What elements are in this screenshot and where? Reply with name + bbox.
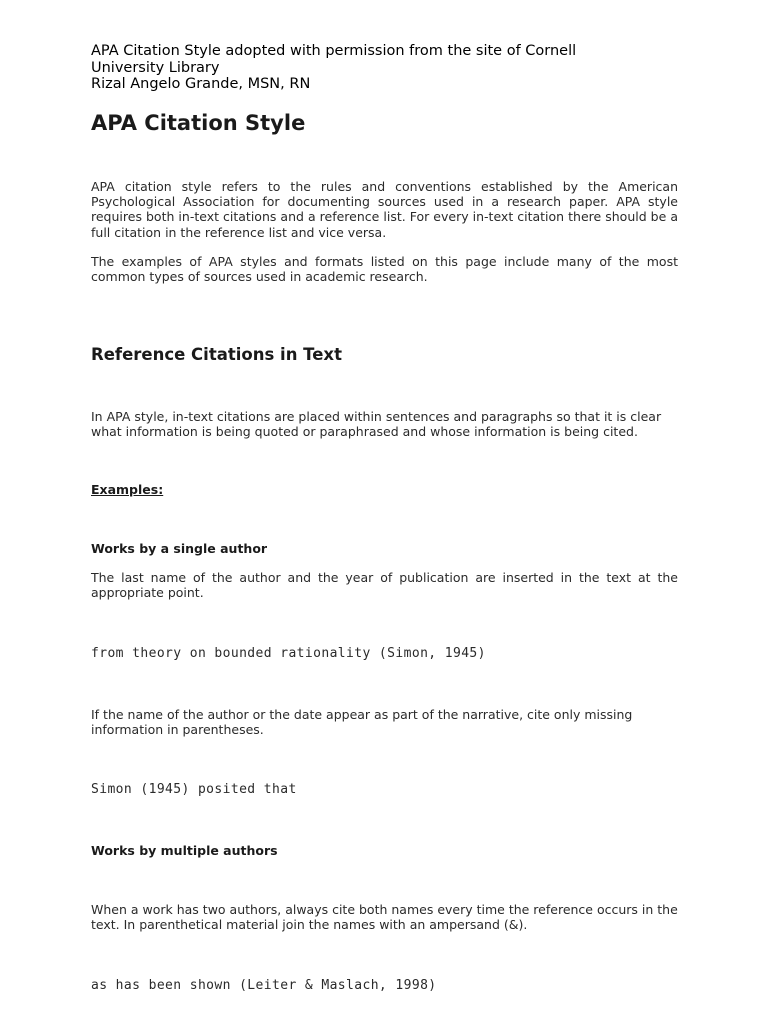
single-author-paragraph-1: The last name of the author and the year of publication are inserted in the text at the appropriate point.: [91, 570, 678, 601]
multiple-authors-example-1: as has been shown (Leiter & Maslach, 1998): [91, 978, 437, 993]
section-paragraph: In APA style, in-text citations are placed within sentences and paragraphs so that it is clear what information is being quoted or paraphrased and whose information is being cited.: [91, 409, 662, 440]
intro-paragraph-2: The examples of APA styles and formats listed on this page include many of the most common types of sources used in academic research.: [91, 254, 678, 285]
section-heading: Reference Citations in Text: [91, 345, 342, 364]
attribution-line-2: University Library: [91, 59, 220, 76]
multiple-authors-paragraph-1: When a work has two authors, always cite both names every time the reference occurs in the text. In parenthetical material join the names with an ampersand (&).: [91, 902, 678, 933]
multiple-authors-heading: Works by multiple authors: [91, 843, 278, 858]
attribution-line-3: Rizal Angelo Grande, MSN, RN: [91, 76, 311, 92]
single-author-example-2: Simon (1945) posited that: [91, 782, 297, 797]
single-author-example-1: from theory on bounded rationality (Simon, 1945): [91, 646, 486, 661]
examples-label: Examples:: [91, 482, 164, 497]
intro-paragraph-1: APA citation style refers to the rules and conventions established by the American Psychological Association for documenting sources used in a research paper. APA style requires both in-text citations and a reference list. For every in-text citation there should be a full citation in the reference list and vice versa.: [91, 179, 678, 240]
single-author-heading: Works by a single author: [91, 541, 268, 556]
page-title: APA Citation Style: [91, 111, 306, 135]
single-author-paragraph-2: If the name of the author or the date appear as part of the narrative, cite only missing information in parentheses.: [91, 707, 633, 738]
attribution-header: [91, 43, 691, 93]
attribution-line-1: APA Citation Style adopted with permission from the site of Cornell: [91, 43, 577, 59]
